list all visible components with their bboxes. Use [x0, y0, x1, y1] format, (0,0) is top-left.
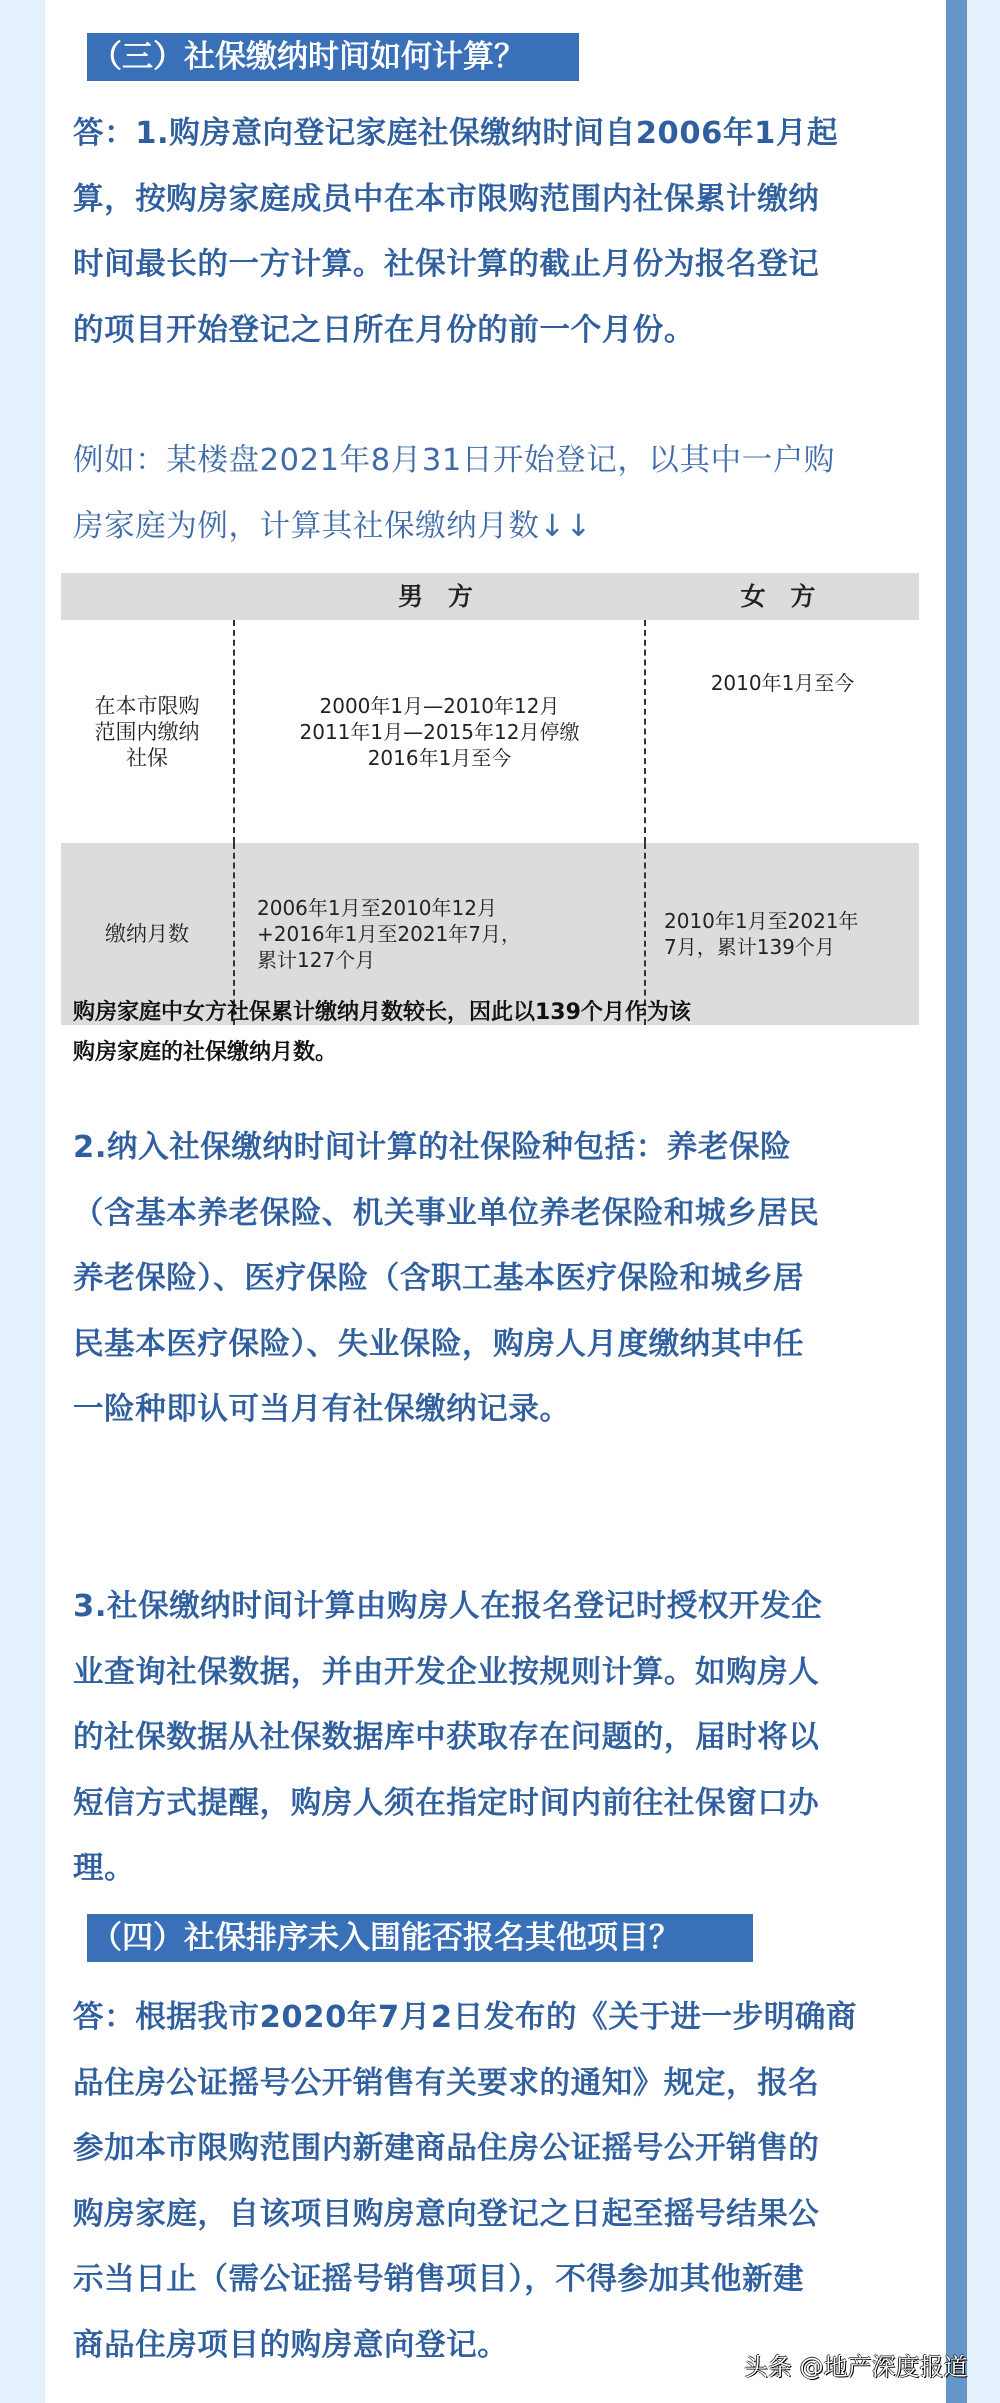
text-line: 一险种即认可当月有社保缴纳记录。: [73, 1392, 571, 1427]
section4-heading: （四）社保排序未入围能否报名其他项目？: [87, 1914, 753, 1962]
table-header-row: [61, 573, 919, 620]
section3-answer1: [73, 101, 943, 363]
text-line: 民基本医疗保险）、失业保险，购房人月度缴纳其中任: [73, 1326, 805, 1362]
section4-answer: [73, 1985, 943, 2378]
text-line: 示当日止（需公证摇号销售项目），不得参加其他新建: [73, 2262, 805, 2297]
table-header-empty: [61, 573, 234, 620]
text-line: 理。: [73, 1851, 136, 1886]
cell-line: 2006年1月至2010年12月: [257, 896, 497, 920]
text-line: 商品住房项目的购房意向登记。: [73, 2327, 509, 2363]
cell-line: 2016年1月至今: [367, 745, 512, 770]
text-line: 品住房公证摇号公开销售有关要求的通知》规定，报名: [73, 2065, 820, 2101]
text-line: 时间最长的一方计算。社保计算的截止月份为报名登记: [73, 247, 820, 282]
female-cell: [645, 620, 919, 843]
table-row: [61, 620, 919, 843]
section3-point2: [73, 1115, 943, 1443]
text-line: 业查询社保数据，并由开发企业按规则计算。如购房人: [73, 1654, 820, 1690]
text-line: 购房家庭的社保缴纳月数。: [73, 1040, 338, 1065]
cell-line: 范围内缴纳: [94, 719, 200, 744]
text-line: 购房家庭中女方社保累计缴纳月数较长，因此以139个月作为该: [73, 1000, 691, 1025]
cell-line: 7月，累计139个月: [664, 935, 835, 959]
section3-heading: （三）社保缴纳时间如何计算？: [87, 33, 579, 81]
text-line: 养老保险）、医疗保险（含职工基本医疗保险和城乡居: [73, 1261, 805, 1296]
text-line: 房家庭为例，计算其社保缴纳月数↓↓: [73, 508, 592, 544]
row-label: [61, 620, 234, 843]
text-line: 的项目开始登记之日所在月份的前一个月份。: [73, 312, 695, 348]
text-line: 答：1.购房意向登记家庭社保缴纳时间自2006年1月起: [73, 116, 839, 151]
watermark: 头条 @地产深度报道: [744, 2353, 968, 2381]
example-text: [73, 428, 943, 559]
text-line: 答：根据我市2020年7月2日发布的《关于进一步明确商: [73, 2000, 858, 2035]
text-line: 短信方式提醒，购房人须在指定时间内前往社保窗口办: [73, 1785, 820, 1821]
decorative-stripe: [946, 0, 967, 2403]
cell-line: 2010年1月至今: [710, 671, 855, 695]
cell-line: 社保: [126, 745, 168, 770]
cell-line: 2000年1月—2010年12月: [319, 693, 560, 718]
cell-line: 在本市限购: [94, 693, 200, 718]
text-line: 参加本市限购范围内新建商品住房公证摇号公开销售的: [73, 2131, 820, 2166]
cell-line: 2011年1月—2015年12月停缴: [299, 719, 580, 744]
cell-line: 2010年1月至2021年: [664, 909, 859, 933]
table-header-male: 男 方: [234, 573, 645, 620]
text-line: 的社保数据从社保数据库中获取存在问题的，届时将以: [73, 1720, 820, 1755]
text-line: 购房家庭，自该项目购房意向登记之日起至摇号结果公: [73, 2196, 820, 2232]
cell-line: +2016年1月至2021年7月，: [257, 922, 522, 946]
cell-line: 缴纳月数: [105, 922, 189, 946]
table-header-female: 女 方: [645, 573, 919, 620]
text-line: 算，按购房家庭成员中在本市限购范围内社保累计缴纳: [73, 181, 820, 217]
text-line: 2.纳入社保缴纳时间计算的社保险种包括：养老保险: [73, 1130, 792, 1165]
table-note: [73, 993, 691, 1073]
section3-point3: [73, 1574, 943, 1902]
cell-line: 累计127个月: [257, 948, 376, 972]
social-security-example-table: [61, 573, 919, 1025]
text-line: 3.社保缴纳时间计算由购房人在报名登记时授权开发企: [73, 1589, 823, 1624]
male-cell: [234, 620, 645, 843]
text-line: （含基本养老保险、机关事业单位养老保险和城乡居民: [73, 1195, 820, 1231]
text-line: 例如：某楼盘2021年8月31日开始登记，以其中一户购: [73, 443, 836, 478]
